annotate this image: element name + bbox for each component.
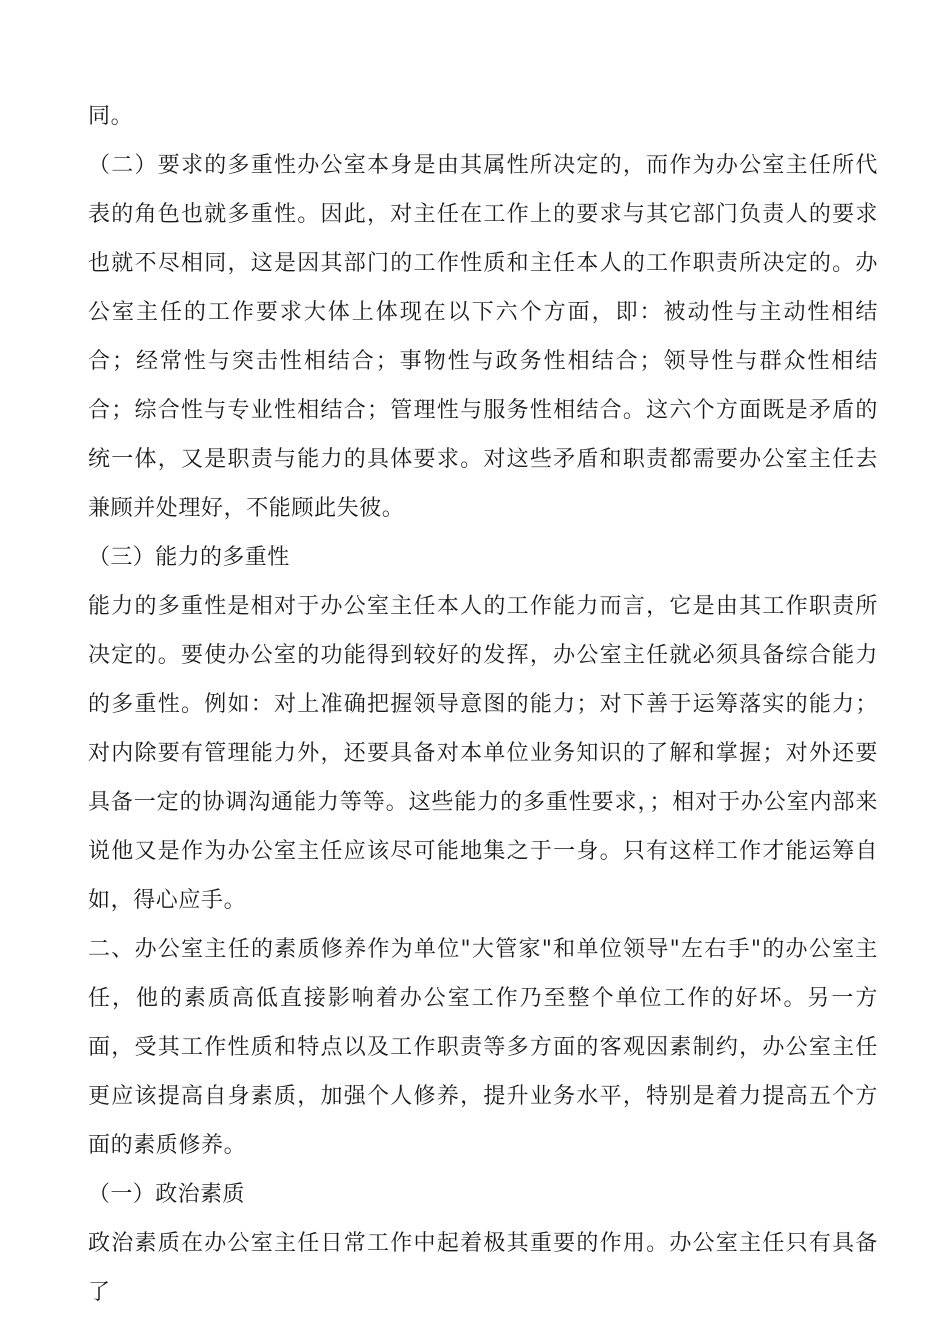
paragraph-political-quality: 政治素质在办公室主任日常工作中起着极其重要的作用。办公室主任只有具备了 <box>88 1231 878 1305</box>
section-heading-ability: （三）能力的多重性 <box>88 545 290 570</box>
section-heading-political: （一）政治素质 <box>88 1182 245 1207</box>
paragraph-continuation: 同。 <box>88 104 134 129</box>
paragraph-ability-multiplicity: 能力的多重性是相对于办公室主任本人的工作能力而言，它是由其工作职责所决定的。要使办公室的功能得到较好的发挥，办公室主任就必须具备综合能力的多重性。例如：对上准确把握领导意图的能力；对下善于运筹落实的能力；对内除要有管理能力外，还要具备对本单位业务知识的了解和掌握；对外还要具备一定的协调沟通能力等等。这些能力的多重性要求，；相对于办公室内部来说他又是作为办公室主任应该尽可能地集之于一身。只有这样工作才能运筹自如，得心应手。 <box>88 594 878 913</box>
paragraph-director-quality: 二、办公室主任的素质修养作为单位"大管家"和单位领导"左右手"的办公室主任，他的素质高低直接影响着办公室工作乃至整个单位工作的好坏。另一方面，受其工作性质和特点以及工作职责等多方面的客观因素制约，办公室主任更应该提高自身素质，加强个人修养，提升业务水平，特别是着力提高五个方面的素质修养。 <box>88 937 878 1158</box>
document-body <box>88 92 878 1317</box>
paragraph-requirement-multiplicity: （二）要求的多重性办公室本身是由其属性所决定的，而作为办公室主任所代表的角色也就多重性。因此，对主任在工作上的要求与其它部门负责人的要求也就不尽相同，这是因其部门的工作性质和主任本人的工作职责所决定的。办公室主任的工作要求大体上体现在以下六个方面，即：被动性与主动性相结合；经常性与突击性相结合；事物性与政务性相结合；领导性与群众性相结合；综合性与专业性相结合；管理性与服务性相结合。这六个方面既是矛盾的统一体，又是职责与能力的具体要求。对这些矛盾和职责都需要办公室主任去兼顾并处理好，不能顾此失彼。 <box>88 153 878 521</box>
